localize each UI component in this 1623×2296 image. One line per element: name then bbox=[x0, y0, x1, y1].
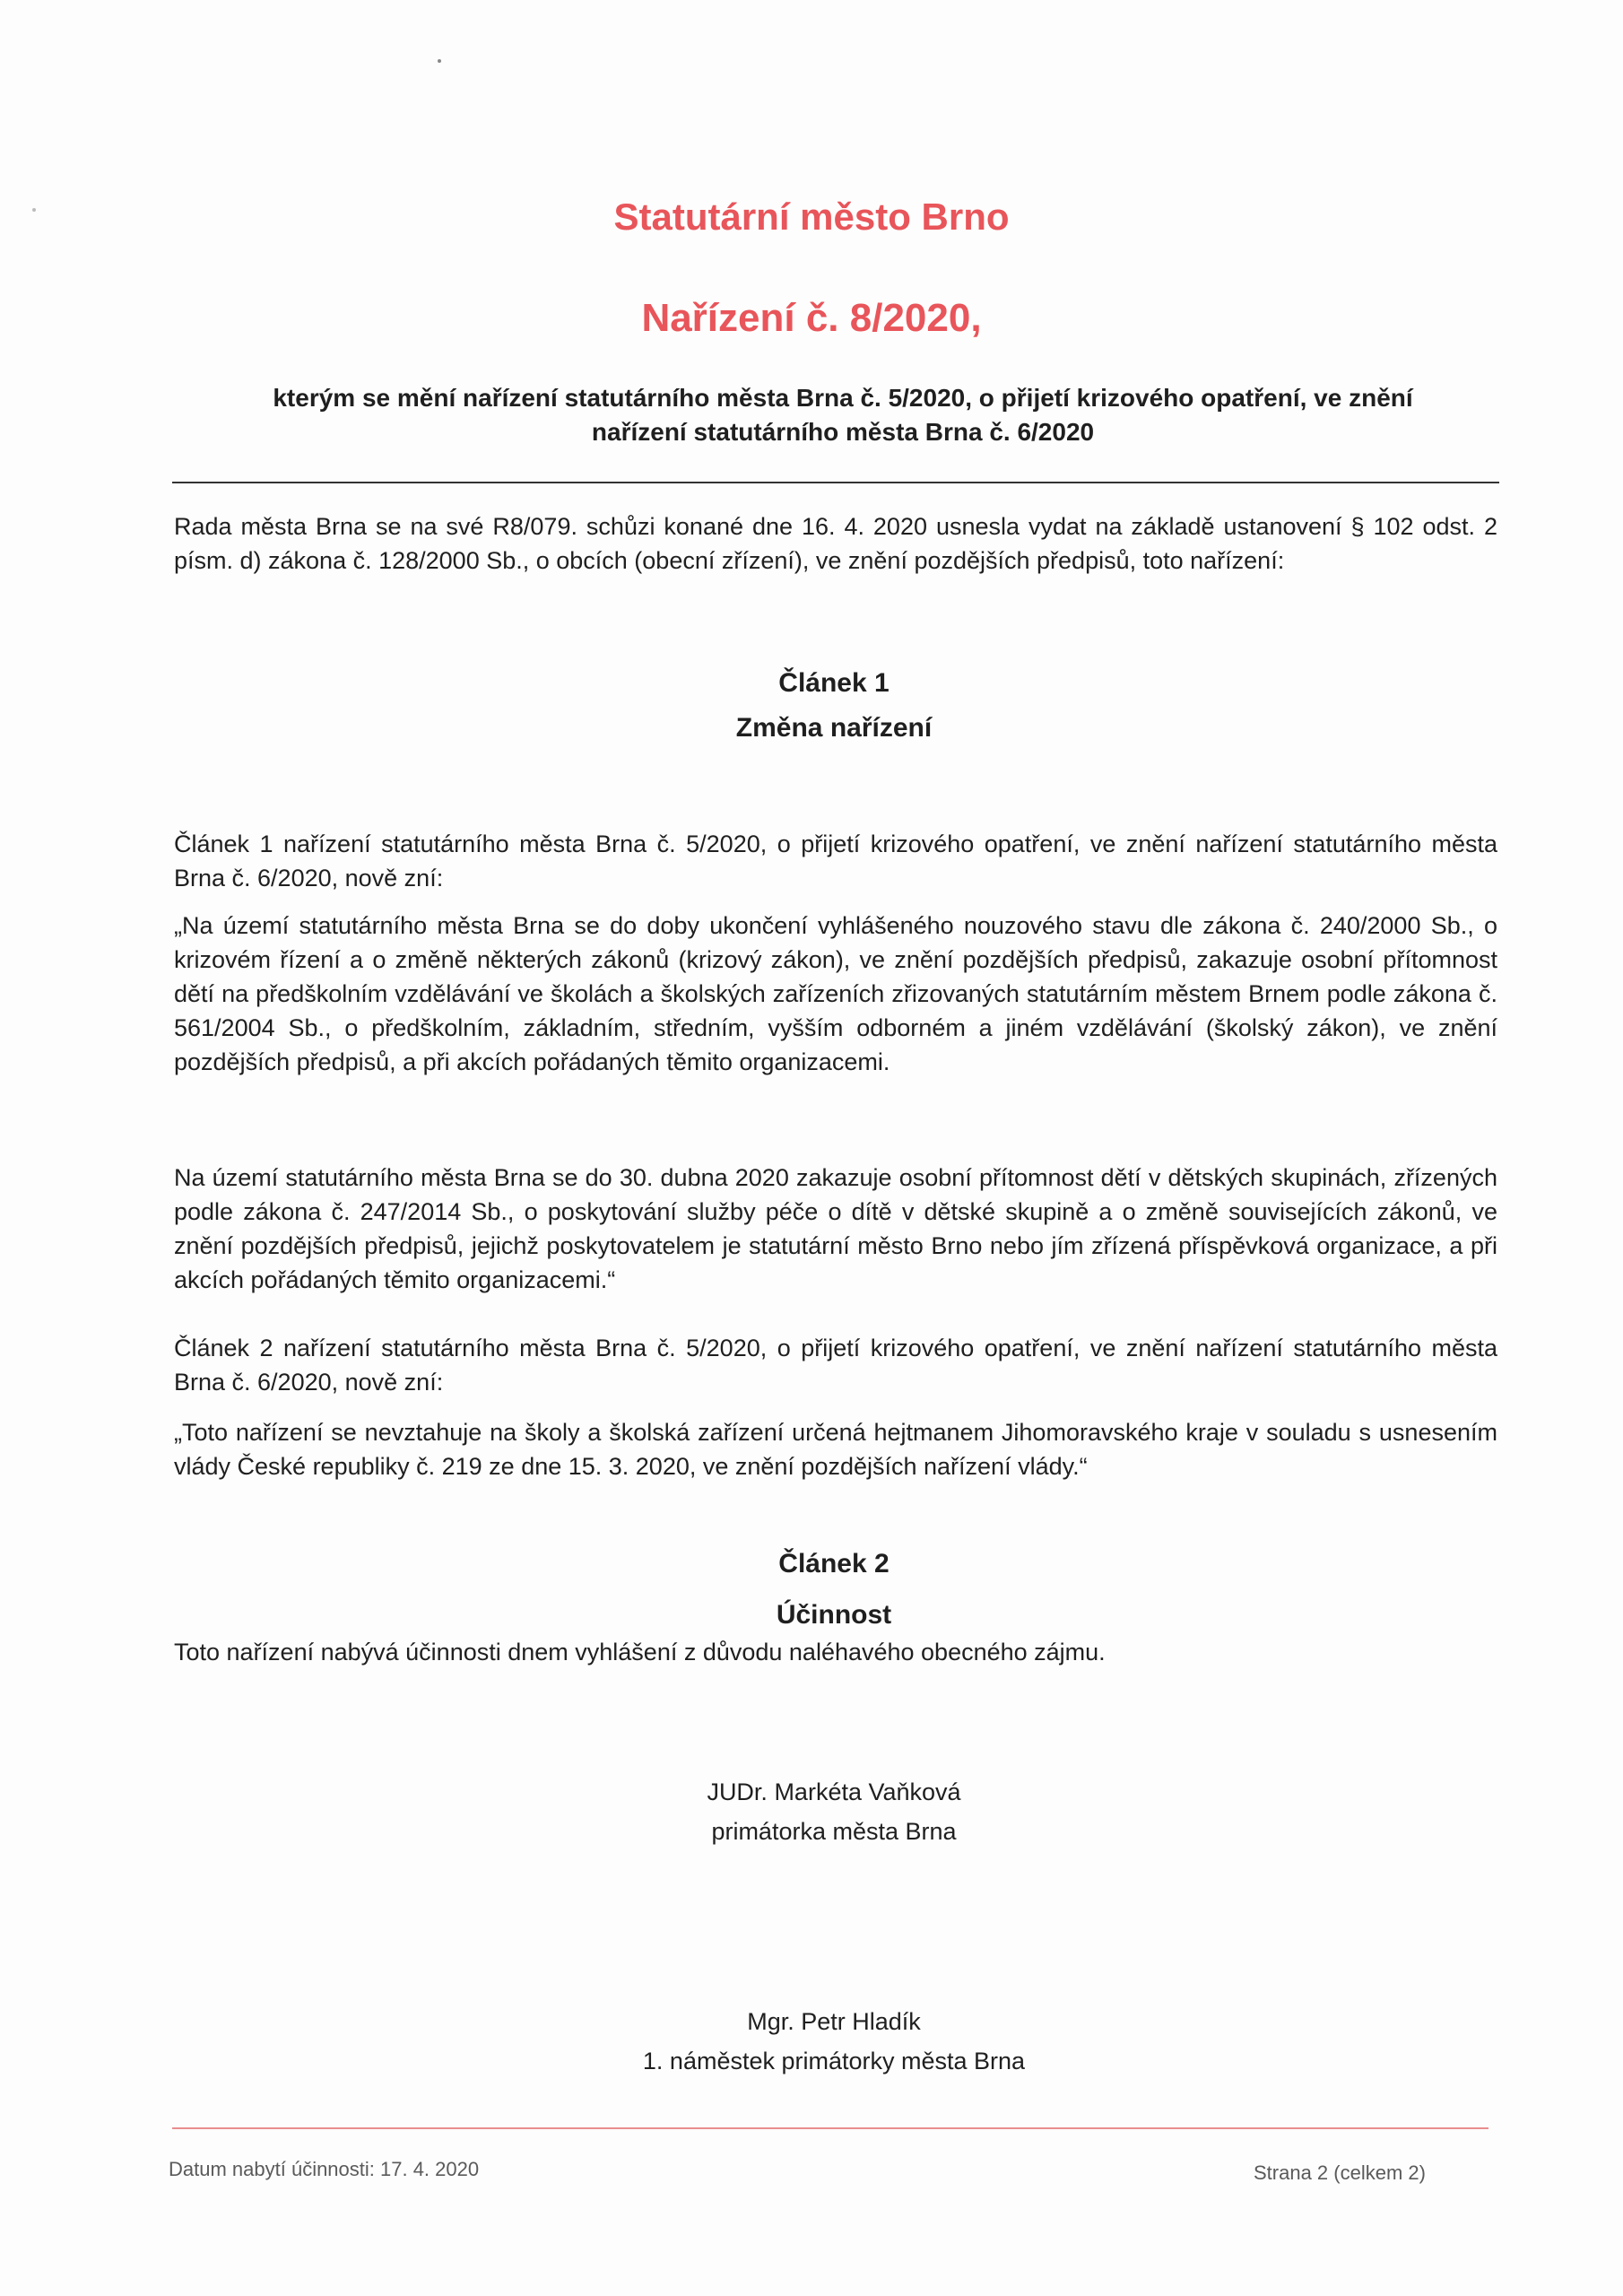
mayor-name: JUDr. Markéta Vaňková bbox=[707, 1779, 961, 1805]
article-1-paragraph-4: Článek 2 nařízení statutárního města Brna č. 5/2020, o přijetí krizového opatření, ve znění nařízení statutárního města Brna č. 6/2020, nově zní: bbox=[174, 1335, 1497, 1396]
deputy-signature-block bbox=[0, 2002, 1623, 2081]
city-title: Statutární město Brno bbox=[613, 196, 1010, 238]
mayor-signature-block bbox=[0, 1772, 1623, 1851]
decree-subtitle bbox=[170, 381, 1515, 449]
article-1-paragraph-1: Článek 1 nařízení statutárního města Brna č. 5/2020, o přijetí krizového opatření, ve znění nařízení statutárního města Brna č. 6/2020, nově zní: bbox=[174, 831, 1497, 891]
article-2-paragraph-1: Toto nařízení nabývá účinnosti dnem vyhlášení z důvodu naléhavého obecného zájmu. bbox=[174, 1639, 1106, 1665]
article-2-title: Účinnost bbox=[776, 1600, 892, 1630]
article-1-paragraph-2: „Na území statutárního města Brna se do doby ukončení vyhlášeného nouzového stavu dle zákona č. 240/2000 Sb., o krizovém řízení a o změně některých zákonů (krizový zákon), ve znění pozdějších předpisů, zakazuje osobní přítomnost dětí na předškolním vzdělávání ve školách a školských zařízeních zřizovaných statutárním městem Brnem podle zákona č. 561/2004 Sb., o předškolním, základním, středním, vyšším odborném a jiném vzdělávání (školský zákon), ve znění pozdějších předpisů, a při akcích pořádaných těmito organizacemi. bbox=[174, 912, 1497, 1075]
deputy-role: 1. náměstek primátorky města Brna bbox=[642, 2048, 1026, 2074]
mayor-role: primátorka města Brna bbox=[711, 1818, 957, 1845]
footer-divider bbox=[172, 2127, 1488, 2129]
article-1-paragraph-3: Na území statutárního města Brna se do 30. dubna 2020 zakazuje osobní přítomnost dětí v dětských skupinách, zřízených podle zákona č. 247/2014 Sb., o poskytování služby péče o dítě v dětské skupině a o změně souvisejících zákonů, ve znění pozdějších předpisů, jejichž poskytovatelem je statutární město Brno nebo jím zřízená příspěvková organizace, a při akcích pořádaných těmito organizacemi.“ bbox=[174, 1164, 1497, 1293]
article-2-number: Článek 2 bbox=[778, 1549, 890, 1578]
article-1-title: Změna nařízení bbox=[735, 713, 933, 743]
effective-date: Datum nabytí účinnosti: 17. 4. 2020 bbox=[169, 2158, 480, 2180]
subtitle-line-2: nařízení statutárního města Brna č. 6/2020 bbox=[591, 418, 1095, 446]
page-number: Strana 2 (celkem 2) bbox=[1254, 2161, 1426, 2184]
deputy-name: Mgr. Petr Hladík bbox=[747, 2008, 921, 2035]
subtitle-line-1: kterým se mění nařízení statutárního města Brna č. 5/2020, o přijetí krizového opatření, ve znění bbox=[273, 384, 1413, 412]
header-divider bbox=[172, 482, 1499, 483]
decree-title: Nařízení č. 8/2020, bbox=[641, 296, 982, 340]
article-1-number: Článek 1 bbox=[778, 668, 890, 698]
article-1-paragraph-5: „Toto nařízení se nevztahuje na školy a školská zařízení určená hejtmanem Jihomoravského kraje v souladu s usnesením vlády České republiky č. 219 ze dne 15. 3. 2020, ve znění pozdějších nařízení vlády.“ bbox=[174, 1419, 1497, 1480]
intro-paragraph: Rada města Brna se na své R8/079. schůzi konané dne 16. 4. 2020 usnesla vydat na základě ustanovení § 102 odst. 2 písm. d) zákona č. 128/2000 Sb., o obcích (obecní zřízení), ve znění pozdějších předpisů, toto nařízení: bbox=[174, 513, 1497, 574]
scan-speck bbox=[438, 59, 441, 63]
